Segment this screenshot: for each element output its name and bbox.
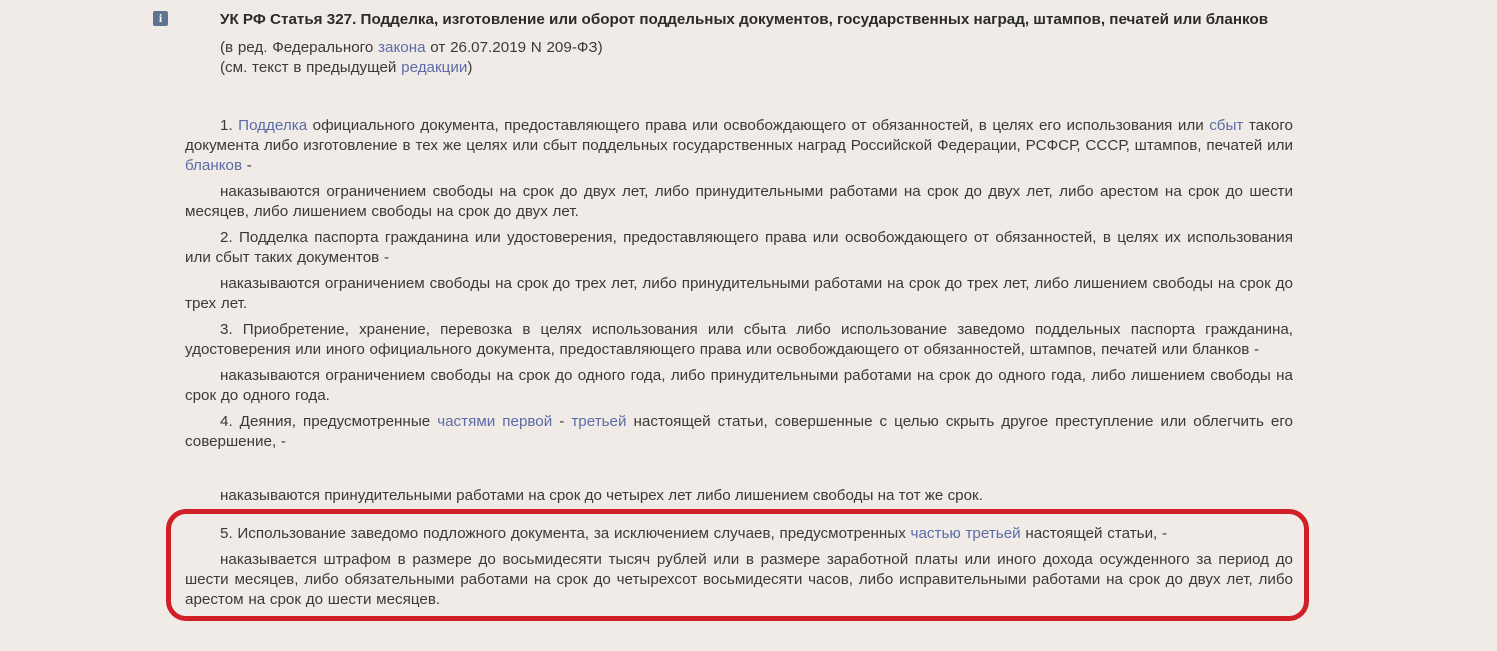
info-icon[interactable]: i — [153, 11, 168, 26]
part-2-penalty: наказываются ограничением свободы на срок до трех лет, либо принудительными работами на срок до трех лет, либо лишением свободы на срок до трех лет. — [185, 275, 1293, 312]
part-4-text — [185, 412, 1293, 452]
part-5-text — [185, 524, 1293, 544]
blanks-link[interactable]: бланков — [185, 157, 243, 174]
part-4-suffix: настоящей статьи, совершенные с целью скрыть другое преступление или облегчить его совершение, - — [185, 413, 1293, 450]
part-4-dash: - — [552, 413, 572, 430]
part-1-text-a: официального документа, предоставляющего права или освобождающего от обязанностей, в целях его использования или — [307, 117, 1210, 134]
forgery-link[interactable]: Подделка — [238, 117, 308, 134]
part-4-prefix: 4. Деяния, предусмотренные — [220, 413, 438, 430]
previous-edition-note — [185, 58, 1293, 78]
part-2-text: 2. Подделка паспорта гражданина или удостоверения, предоставляющего права или освобождающего от обязанностей, в целях их использования или сбыт таких документов - — [185, 229, 1293, 266]
article-title: УК РФ Статья 327. Подделка, изготовление или оборот поддельных документов, государственных наград, штампов, печатей или бланков — [220, 11, 1269, 28]
part-3-penalty: наказываются ограничением свободы на срок до одного года, либо принудительными работами на срок до одного года, либо лишением свободы на срок до одного года. — [185, 367, 1293, 404]
part-3-text: 3. Приобретение, хранение, перевозка в целях использования или сбыта либо использование заведомо поддельных паспорта гражданина, удостоверения или иного официального документа, предоставляющего права или освобождающего от обязанностей, штампов, печатей или бланков - — [185, 321, 1293, 358]
part-1-penalty: наказываются ограничением свободы на срок до двух лет, либо принудительными работами на срок до двух лет, либо арестом на срок до шести месяцев, либо лишением свободы на срок до двух лет. — [185, 183, 1293, 220]
edition-prefix: (в ред. Федерального — [220, 39, 379, 56]
part-5-penalty: наказывается штрафом в размере до восьмидесяти тысяч рублей или в размере заработной платы или иного дохода осужденного за период до шести месяцев, либо обязательными работами на срок до четырехсот восьмидесяти часов, либо исправительными работами на срок до двух лет, либо арестом на срок до шести месяцев. — [185, 551, 1293, 608]
part-1-number: 1. — [220, 117, 239, 134]
part-1-text — [185, 116, 1293, 176]
part-5-section — [185, 524, 1293, 610]
sale-link[interactable]: сбыт — [1209, 117, 1244, 134]
see-suffix: ) — [467, 59, 473, 76]
edition-suffix: от 26.07.2019 N 209-ФЗ) — [425, 39, 603, 56]
article-content — [185, 10, 1293, 452]
part-5-prefix: 5. Использование заведомо подложного документа, за исключением случаев, предусмотренных — [220, 525, 911, 542]
part-4-penalty-clipped — [185, 487, 1293, 505]
part-5-suffix: настоящей статьи, - — [1020, 525, 1168, 542]
third-part-link[interactable]: третьей — [571, 413, 627, 430]
edition-note — [185, 38, 1293, 58]
part-4-penalty-text: наказываются принудительными работами на срок до четырех лет либо лишением свободы на тот же срок. — [220, 487, 983, 504]
previous-edition-link[interactable]: редакции — [401, 59, 468, 76]
parts-first-link[interactable]: частями первой — [437, 413, 553, 430]
part-1-text-c: - — [242, 157, 252, 174]
part-three-link[interactable]: частью третьей — [910, 525, 1021, 542]
see-prefix: (см. текст в предыдущей — [220, 59, 402, 76]
part-1-text-b: такого документа либо изготовление в тех же целях или сбыт поддельных государственных наград Российской Федерации, РСФСР, СССР, штампов, печатей или — [185, 117, 1293, 154]
law-link[interactable]: закона — [378, 39, 426, 56]
